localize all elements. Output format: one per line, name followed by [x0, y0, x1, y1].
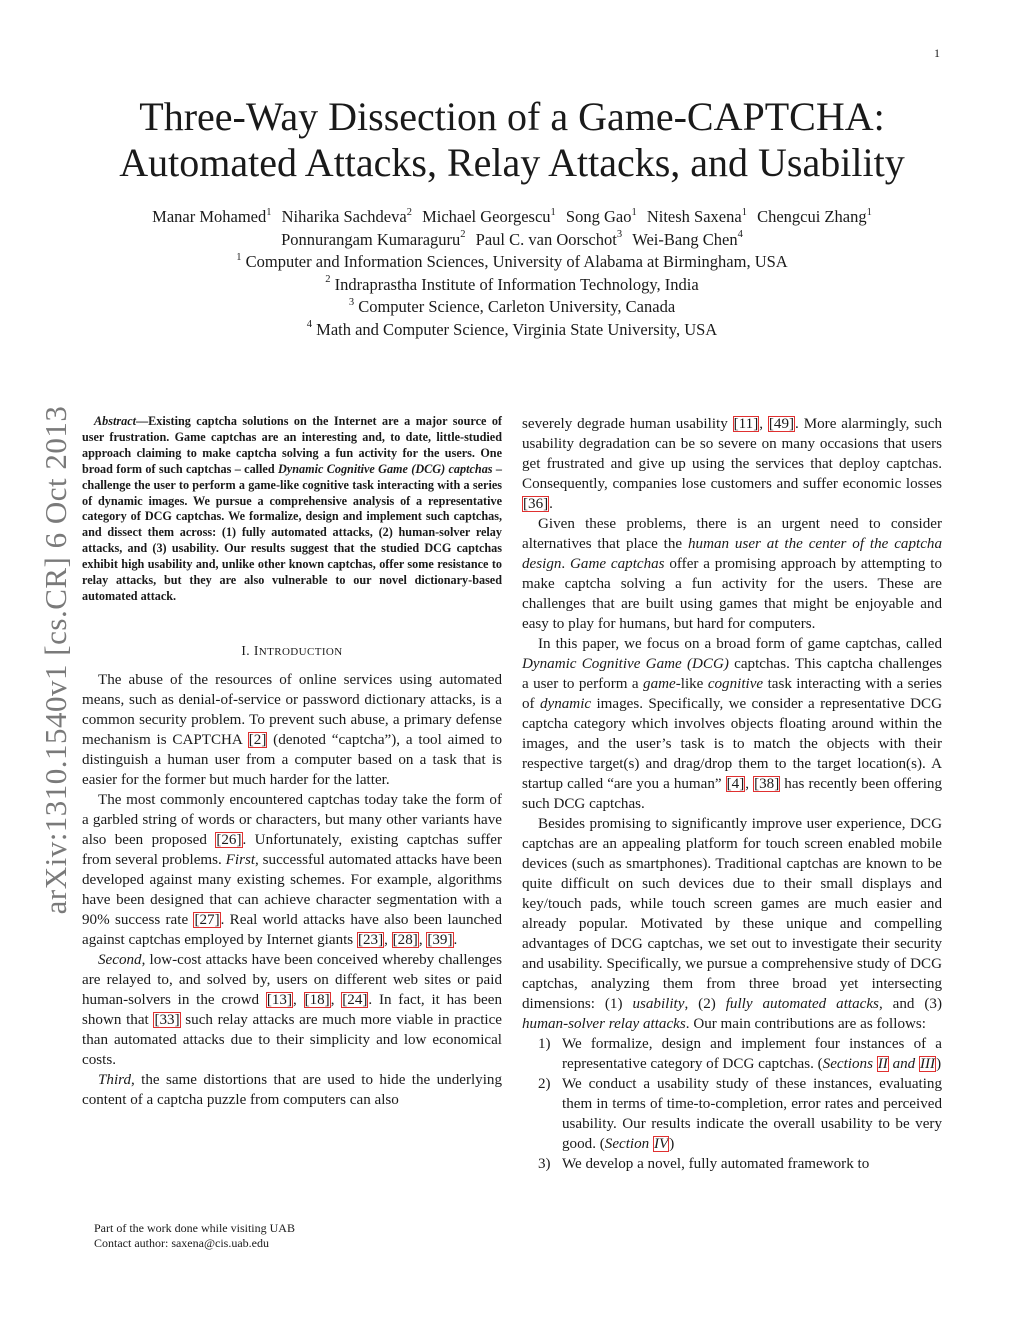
affiliation: $^3$ Computer Science, Carleton University, Canada — [348, 296, 676, 316]
intro-paragraph: Third, the same distortions that are used to hide the underlying content of a captcha puzzle from computers can also — [82, 1071, 502, 1108]
abstract: Abstract—Existing captcha solutions on the Internet are a major source of user frustration. Game captchas are an interesting and, to date, little-studied approach claiming to make captcha solving a fun activity for the users. One broad form of such captchas – called Dynamic Cognitive Game (DCG) captchas – challenge the user to perform a game-like cognitive task interacting with a series of dynamic images. We pursue a comprehensive analysis of a representative category of DCG captchas. We formalize, design and implement such captchas, and dissect them across: (1) fully automated attacks, (2) human-solver relay attacks, and (3) usability. Our results suggest that the studied DCG captchas exhibit high usability and, unlike other known captchas, offer some resistance to relay attacks, but they are also vulnerable to our novel dictionary-based automated attack. — [82, 414, 503, 603]
citation-link[interactable]: [38] — [754, 776, 780, 792]
body-paragraph: Besides promising to significantly improve user experience, DCG captchas are an appealing platform for touch screen enabled mobile devices (such as smartphones). Traditional captchas are known to be quite difficult on such devices due to their small displays and key/touch pads, while touch screen games are much easier and already popular. Motivated by these unique and compelling advantages of DCG captchas, we set out to investigate their security and usability. Specifically, we pursue a comprehensive study of DCG captchas, analyzing them from three broad yet intersecting dimensions: (1) usability, (2) fully automated attacks, and (3) human-solver relay attacks. Our main contributions are as follows: — [522, 816, 942, 1032]
page-number: 1 — [934, 46, 940, 60]
footnote — [94, 1221, 494, 1251]
author-line-2 — [80, 229, 944, 252]
citation-link[interactable]: [36] — [523, 496, 549, 512]
section-link[interactable]: IV — [653, 1136, 669, 1152]
citation-link[interactable]: [28] — [392, 931, 418, 948]
footnote-line: Contact author: saxena@cis.uab.edu — [94, 1236, 269, 1250]
citation-link[interactable]: [18] — [304, 991, 330, 1008]
list-item: 2) We conduct a usability study of these instances, evaluating them in terms of time-to-completion, error rates and perceived usability. Our results indicate the overall usability to be very good. (Section IV) — [538, 1076, 942, 1152]
arxiv-stamp: arXiv:1310.1540v1 [cs.CR] 6 Oct 2013 — [38, 405, 73, 915]
intro-paragraph: The abuse of the resources of online services using automated means, such as denial-of-service or password dictionary attacks, is a common security problem. To prevent such abuse, a primary defense mechanism is CAPTCHA [2] (denoted “captcha”), a tool aimed to distinguish a human user from a computer based on a task that is easier for the former but much harder for the latter. — [82, 671, 502, 788]
body-paragraph: In this paper, we focus on a broad form of game captchas, called Dynamic Cognitive Game (DCG) captchas. This captcha challenges a user to perform a game-like cognitive task interacting with a series of dynamic images. Specifically, we consider a representative DCG captcha category which involves objects floating around within the images, and the user’s task is to match the objects with their respective target(s) and drag/drop them to the target location(s). A startup called “are you a human” [4], [38] has recently been offering such DCG captchas. — [522, 636, 943, 812]
section-link[interactable]: III — [920, 1056, 936, 1072]
citation-link[interactable]: [4] — [726, 776, 745, 792]
intro-paragraph: Second, low-cost attacks have been conceived whereby challenges are relayed to, and solved by, users on different web sites or paid human-solvers in the crowd [13], [18], [24]. In fact, it has been shown that [33] such relay attacks are much more viable in practice than automated attacks due to their simplicity and low economical costs. — [82, 951, 503, 1068]
citation-link[interactable]: [33] — [154, 1011, 180, 1028]
citation-link[interactable]: [39] — [427, 931, 453, 948]
section-heading-introduction: I. INTRODUCTION — [241, 642, 343, 658]
list-item: 1) We formalize, design and implement four instances of a representative category of DCG captchas. (Sections II and III) — [538, 1036, 942, 1072]
list-item: 3) We develop a novel, fully automated framework to — [538, 1156, 870, 1172]
affiliation: $^1$ Computer and Information Sciences, University of Alabama at Birmingham, USA — [236, 251, 788, 271]
author: Paul C. van Oorschot$^3$ — [475, 229, 623, 249]
citation-link[interactable]: [11] — [733, 416, 759, 432]
footnote-line: Part of the work done while visiting UAB — [94, 1221, 295, 1235]
author: Wei-Bang Chen$^4$ — [632, 229, 743, 249]
affiliation: $^2$ Indraprastha Institute of Information Technology, India — [325, 274, 699, 294]
left-column — [82, 414, 502, 1110]
citation-link[interactable]: [24] — [342, 991, 368, 1008]
author-line-1 — [80, 206, 944, 229]
citation-link[interactable]: [23] — [357, 931, 384, 948]
section-link[interactable]: II — [877, 1056, 888, 1072]
citation-link[interactable]: [49] — [768, 416, 795, 432]
intro-paragraph: The most commonly encountered captchas today take the form of a garbled string of words or characters, but many other variants have also been proposed [26]. Unfortunately, existing captchas suffer from several problems. First, successful automated attacks have been developed against many existing schemes. For example, algorithms have been designed that can achieve character segmentation with a 90% success rate [27]. Real world attacks have also been launched against captchas employed by Internet giants [23], [28], [39]. — [82, 791, 503, 948]
citation-link[interactable]: [27] — [194, 911, 220, 928]
citation-link[interactable]: [2] — [248, 731, 267, 748]
author: Manar Mohamed$^1$ — [152, 206, 272, 226]
citation-link[interactable]: [26] — [216, 831, 242, 848]
body-paragraph: Given these problems, there is an urgent need to consider alternatives that place the human user at the center of the captcha design. Game captchas offer a promising approach by attempting to make captcha solving a fun activity for the users. These are challenges that are built using games that might be enjoyable and easy to play for humans, but hard for computers. — [522, 516, 942, 632]
author: Michael Georgescu$^1$ — [422, 206, 556, 226]
body-paragraph: severely degrade human usability [11], [49]. More alarmingly, such usability degradation can be so severe on many occasions that users get frustrated and give up using the services that deploy captchas. Consequently, companies lose customers and suffer economic losses [36]. — [522, 416, 942, 512]
right-column — [522, 414, 942, 1174]
author: Nitesh Saxena$^1$ — [646, 206, 747, 226]
title-line-2: Automated Attacks, Relay Attacks, and Usability — [119, 140, 905, 185]
author: Song Gao$^1$ — [565, 206, 637, 226]
citation-link[interactable]: [13] — [266, 991, 293, 1008]
author: Niharika Sachdeva$^2$ — [281, 206, 412, 226]
title-line-1: Three-Way Dissection of a Game-CAPTCHA: — [139, 94, 885, 139]
affiliation: $^4$ Math and Computer Science, Virginia State University, USA — [306, 319, 718, 339]
author: Chengcui Zhang$^1$ — [757, 206, 872, 226]
author: Ponnurangam Kumaraguru$^2$ — [281, 229, 466, 249]
paper-title — [80, 94, 944, 186]
author-block — [80, 206, 944, 341]
contributions-list — [522, 1034, 942, 1174]
